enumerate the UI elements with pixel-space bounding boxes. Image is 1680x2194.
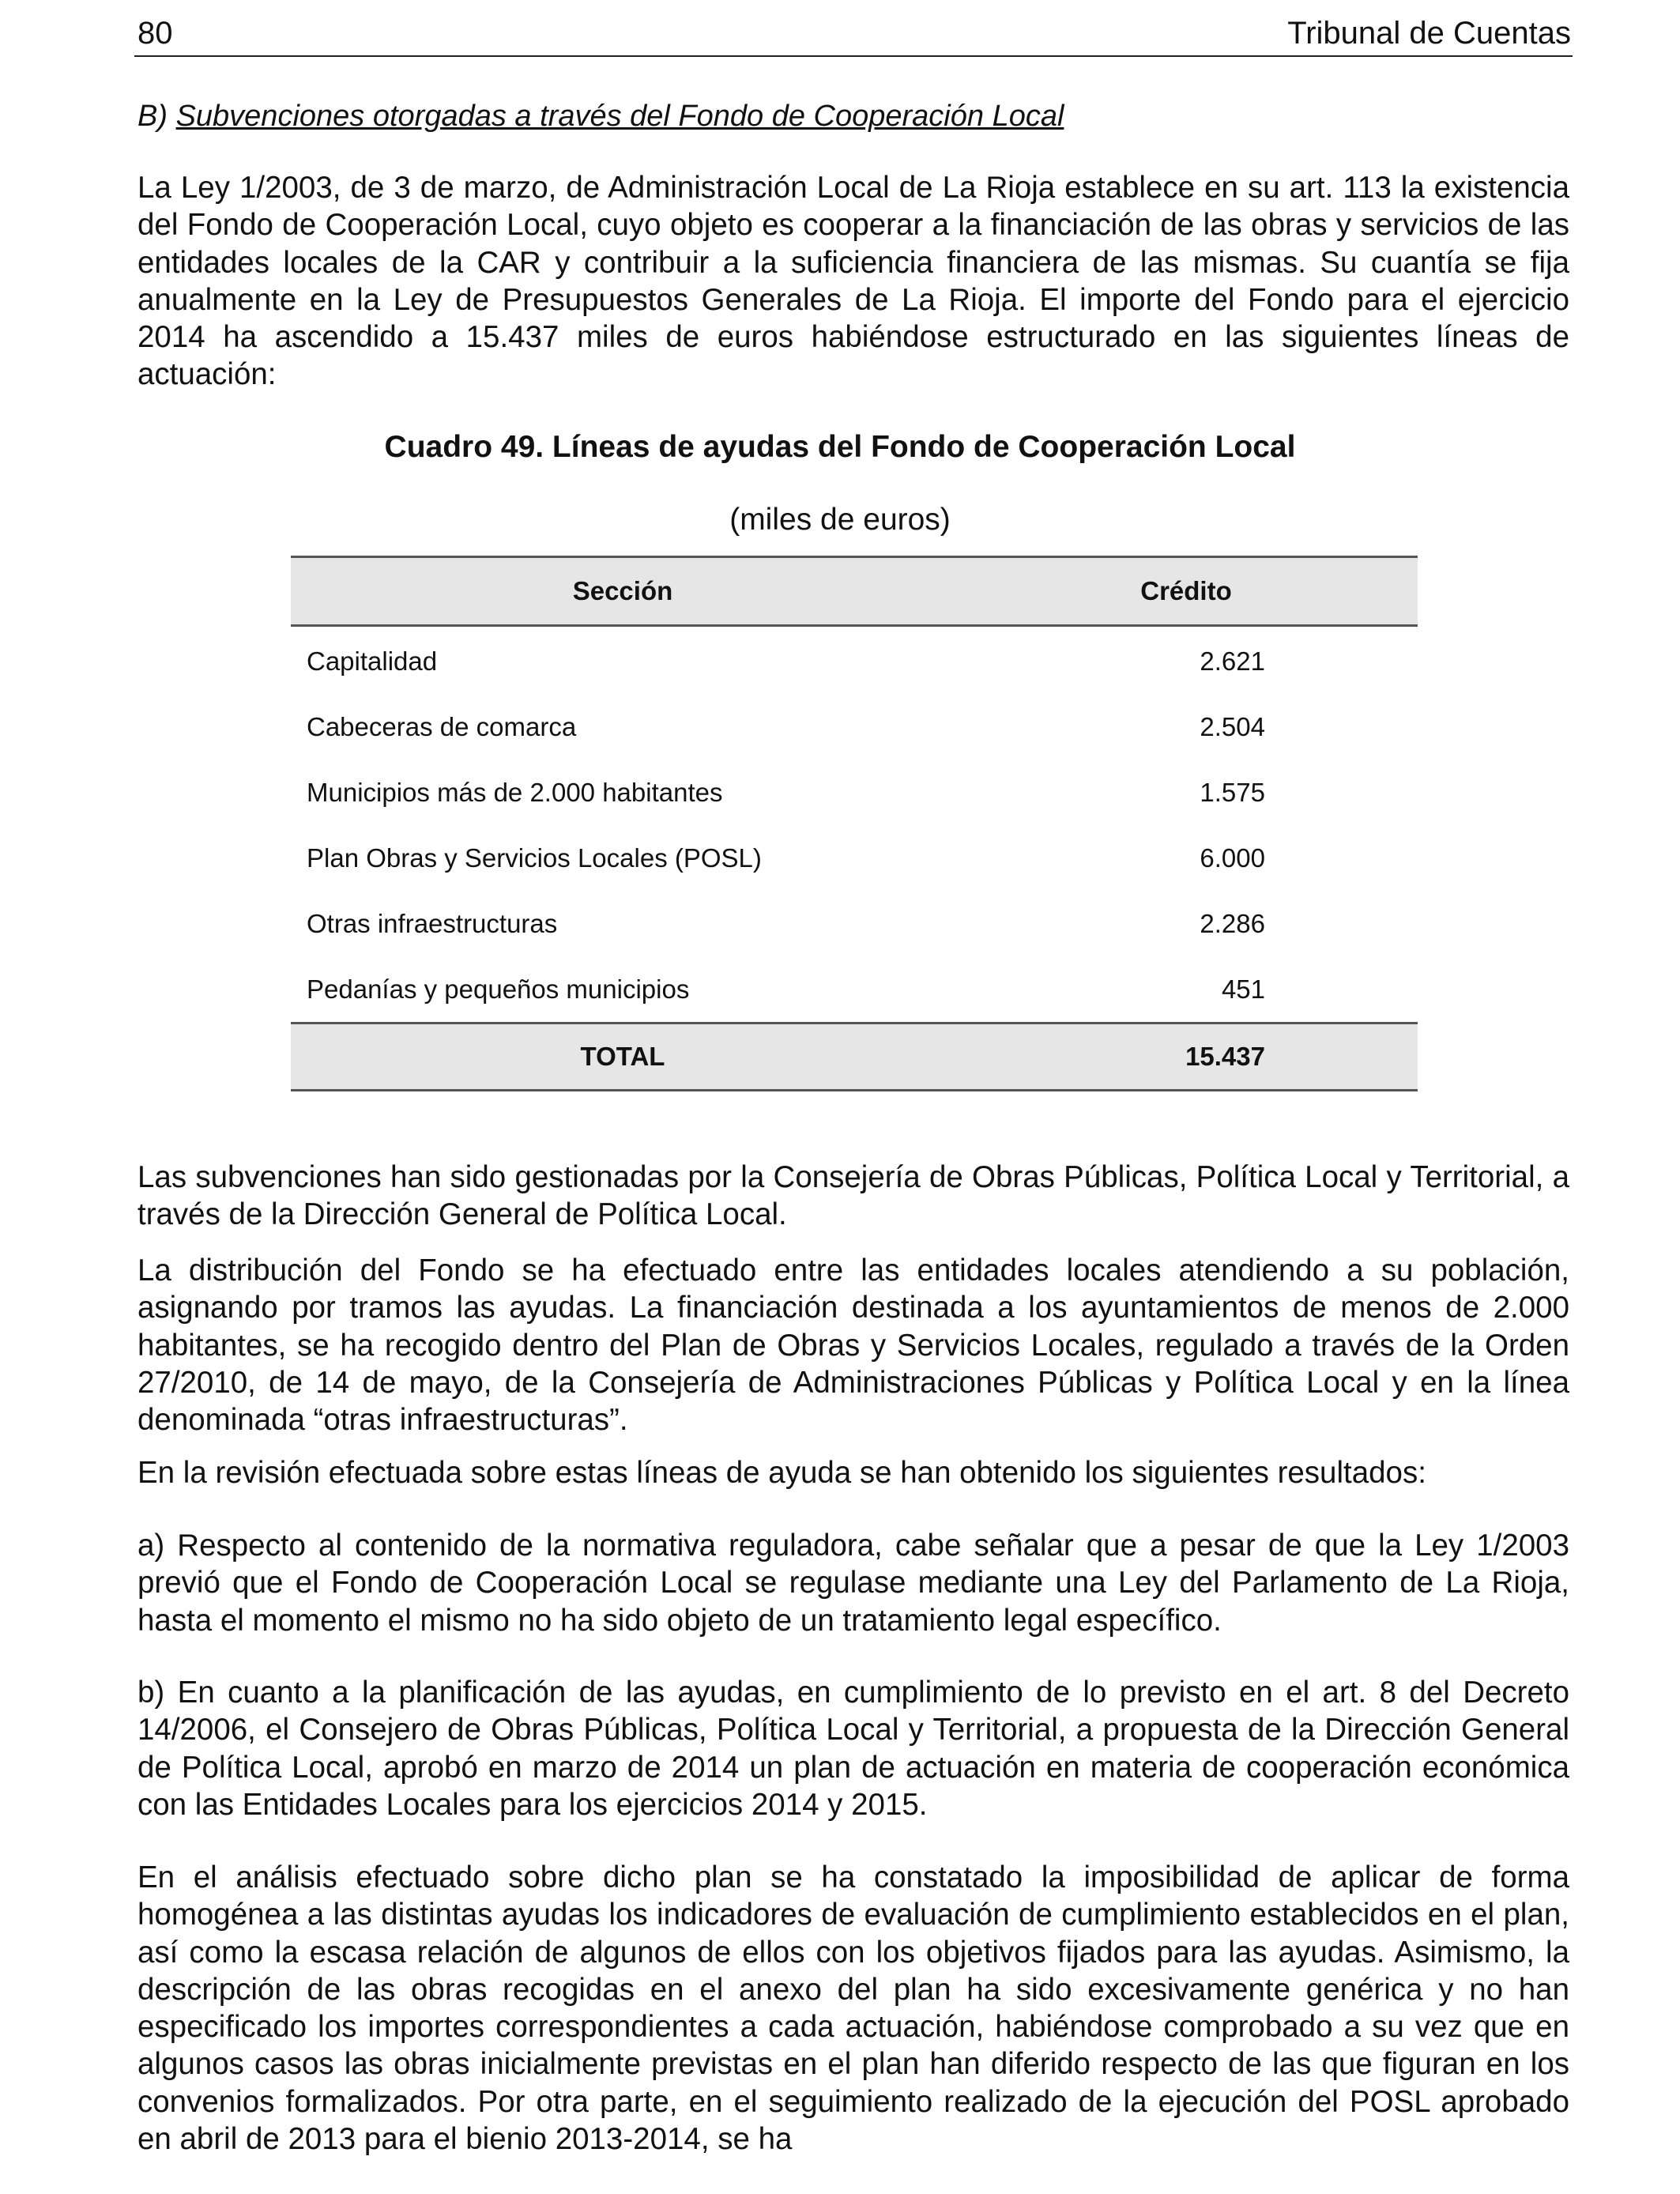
row-section: Municipios más de 2.000 habitantes — [307, 777, 723, 807]
header-credit: Crédito — [955, 557, 1418, 626]
table-row — [291, 891, 1418, 956]
table-row — [291, 825, 1418, 891]
header-section: Sección — [291, 557, 955, 626]
row-credit: 6.000 — [1200, 843, 1265, 873]
row-credit: 1.575 — [1200, 777, 1265, 807]
row-credit: 2.286 — [1200, 908, 1265, 938]
table-header-row — [291, 557, 1418, 626]
aid-lines-table — [291, 556, 1418, 1091]
total-credit: 15.437 — [955, 1023, 1418, 1091]
row-section: Plan Obras y Servicios Locales (POSL) — [307, 843, 762, 873]
table-unit: (miles de euros) — [729, 503, 951, 537]
table-total-row — [291, 1023, 1418, 1091]
header-divider — [134, 55, 1573, 57]
page-number: 80 — [137, 16, 173, 51]
running-title: Tribunal de Cuentas — [1287, 16, 1571, 51]
total-label: TOTAL — [291, 1023, 955, 1091]
table-row — [291, 760, 1418, 825]
row-section: Pedanías y pequeños municipios — [307, 974, 690, 1004]
table-row — [291, 626, 1418, 695]
row-section: Otras infraestructuras — [307, 908, 558, 938]
paragraph-review: En la revisión efectuada sobre estas líneas de ayuda se han obtenido los siguientes resultados: — [137, 1456, 1426, 1490]
section-prefix: B) — [137, 100, 176, 133]
row-credit: 451 — [1221, 974, 1265, 1004]
table-row — [291, 956, 1418, 1023]
paragraph-analysis: En el análisis efectuado sobre dicho plan se ha constatado la imposibilidad de aplicar de forma homogénea a las distintas ayudas los indicadores de evaluación de cumplimiento establecidos en el plan, así como la escasa relación de algunos de ellos con los objetivos fijados para las ayudas. Asimismo, la descripción de las obras recogidas en el anexo del plan ha sido excesivamente genérica y no han especificado los importes correspondientes a cada actuación, habiéndose comprobado a su vez que en algunos casos las obras inicialmente previstas en el plan han diferido respecto de las que figuran en los convenios formalizados. Por otra parte, en el seguimiento realizado de la ejecución del POSL aprobado en abril de 2013 para el bienio 2013-2014, se ha — [137, 1860, 1569, 2157]
table-row — [291, 694, 1418, 760]
row-credit: 2.504 — [1200, 711, 1265, 741]
paragraph-intro: La Ley 1/2003, de 3 de marzo, de Administración Local de La Rioja establece en su art. 113 la existencia del Fondo de Cooperación Local, cuyo objeto es cooperar a la financiación de las obras y servicios de las entidades locales de la CAR y contribuir a la suficiencia financiera de las mismas. Su cuantía se fija anualmente en la Ley de Presupuestos Generales de La Rioja. El importe del Fondo para el ejercicio 2014 ha ascendido a 15.437 miles de euros habiéndose estructurado en las siguientes líneas de actuación: — [137, 171, 1569, 392]
paragraph-point-b: b) En cuanto a la planificación de las ayudas, en cumplimiento de lo previsto en el art. 8 del Decreto 14/2006, el Consejero de Obras Públicas, Política Local y Territorial, a propuesta de la Dirección General de Política Local, aprobó en marzo de 2014 un plan de actuación en materia de cooperación económica con las Entidades Locales para los ejercicios 2014 y 2015. — [137, 1676, 1569, 1822]
table-caption: Cuadro 49. Líneas de ayudas del Fondo de Cooperación Local — [384, 430, 1296, 464]
paragraph-distribution: La distribución del Fondo se ha efectuado entre las entidades locales atendiendo a su población, asignando por tramos las ayudas. La financiación destinada a los ayuntamientos de menos de 2.000 habitantes, se ha recogido dentro del Plan de Obras y Servicios Locales, regulado a través de la Orden 27/2010, de 14 de mayo, de la Consejería de Administraciones Públicas y Política Local y en la línea denominada “otras infraestructuras”. — [137, 1253, 1569, 1438]
row-section: Cabeceras de comarca — [307, 711, 577, 741]
paragraph-management: Las subvenciones han sido gestionadas por la Consejería de Obras Públicas, Política Local y Territorial, a través de la Dirección General de Política Local. — [137, 1160, 1569, 1232]
section-heading — [137, 100, 1064, 134]
row-section: Capitalidad — [307, 646, 438, 676]
paragraph-point-a: a) Respecto al contenido de la normativa reguladora, cabe señalar que a pesar de que la Ley 1/2003 previó que el Fondo de Cooperación Local se regulase mediante una Ley del Parlamento de La Rioja, hasta el momento el mismo no ha sido objeto de un tratamiento legal específico. — [137, 1529, 1569, 1638]
section-title: Subvenciones otorgadas a través del Fondo de Cooperación Local — [175, 100, 1064, 133]
row-credit: 2.621 — [1200, 646, 1265, 676]
